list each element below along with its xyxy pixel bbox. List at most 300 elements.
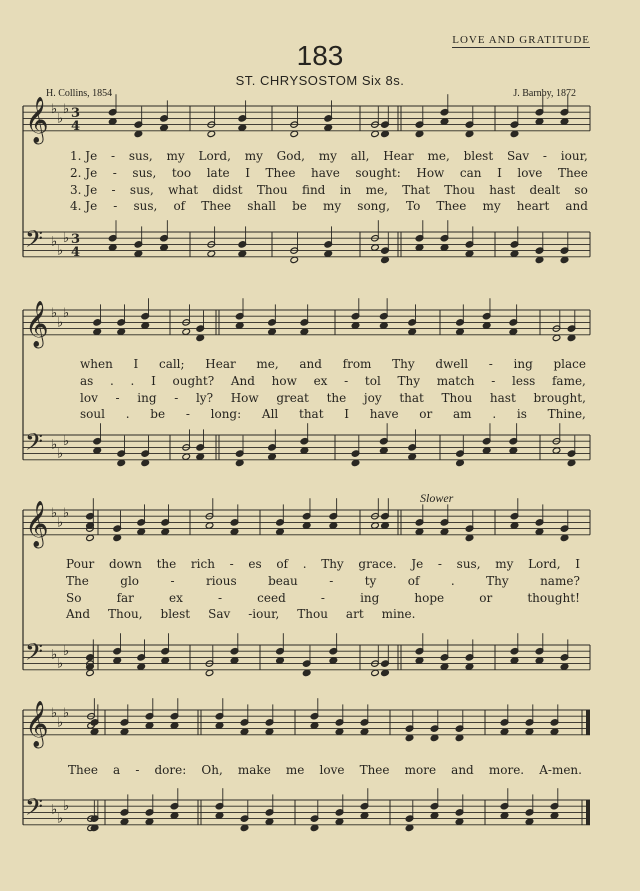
lyric-syllable: Je xyxy=(411,557,424,571)
lyric-syllable: make xyxy=(237,763,271,777)
lyric-syllable: love xyxy=(517,165,543,180)
note-head xyxy=(415,528,424,535)
lyric-syllable: dwell xyxy=(435,357,469,371)
note-head xyxy=(182,453,191,460)
lyric-syllable: 2. Je xyxy=(70,165,98,180)
lyric-syllable: . xyxy=(492,407,497,422)
note-head xyxy=(535,118,544,125)
flat-sign-icon: ♭ xyxy=(63,102,70,118)
lyric-syllable: Thy xyxy=(392,357,415,371)
note-head xyxy=(238,250,247,257)
lyric-syllable: have xyxy=(311,165,340,180)
lyric-syllable: -iour, xyxy=(248,607,280,622)
note-head xyxy=(170,812,179,819)
lyric-syllable: me, xyxy=(427,149,450,163)
note-head xyxy=(196,453,205,460)
note-head xyxy=(117,328,126,335)
note-head xyxy=(108,118,117,125)
flat-sign-icon: ♭ xyxy=(63,799,70,815)
lyric-syllable: Thou xyxy=(256,182,288,197)
lyric-syllable: ty xyxy=(364,573,377,588)
lyric-syllable: lov xyxy=(80,390,98,405)
lyric-syllable: hast xyxy=(489,182,516,197)
note-head xyxy=(510,657,519,664)
lyric-line xyxy=(68,763,582,777)
note-head xyxy=(535,528,544,535)
lyric-syllable: Thee xyxy=(359,763,390,777)
lyric-syllable: The xyxy=(66,573,89,588)
flat-sign-icon: ♭ xyxy=(63,706,70,722)
note-head xyxy=(430,734,439,741)
note-head xyxy=(170,722,179,729)
lyric-syllable: - xyxy=(229,557,234,571)
note-head xyxy=(113,534,122,541)
lyric-syllable: - xyxy=(185,407,190,422)
lyric-syllable: can xyxy=(459,165,482,180)
lyric-line xyxy=(66,557,580,571)
note-head xyxy=(207,250,216,257)
lyric-syllable: so xyxy=(574,182,588,197)
lyric-syllable: I xyxy=(245,165,250,180)
time-signature: 3 xyxy=(71,106,81,121)
lyric-syllable: . xyxy=(125,407,130,422)
lyric-syllable: my xyxy=(323,199,342,214)
note-head xyxy=(86,669,95,676)
note-head xyxy=(134,250,143,257)
lyric-syllable: dealt xyxy=(529,182,561,197)
lyric-syllable: glo xyxy=(120,573,140,588)
lyric-line xyxy=(66,574,580,588)
note-head xyxy=(182,328,191,335)
lyric-syllable: that xyxy=(399,390,424,405)
lyric-syllable: Sav xyxy=(506,149,530,163)
treble-clef-icon: 𝄞 xyxy=(25,301,49,347)
note-head xyxy=(371,244,380,251)
lyric-syllable: - xyxy=(542,149,547,163)
lyric-syllable: that xyxy=(299,407,324,422)
note-head xyxy=(145,818,154,825)
note-head xyxy=(310,824,319,831)
lyric-syllable: ought? xyxy=(172,373,215,388)
tune-name: ST. CHRYSOSTOM Six 8s. xyxy=(235,73,405,88)
lyric-line xyxy=(80,374,586,388)
lyric-syllable: my xyxy=(482,199,501,214)
lyric-syllable: Hear xyxy=(205,357,236,371)
lyric-syllable: thought! xyxy=(527,590,580,605)
lyric-syllable: when xyxy=(80,357,113,371)
lyric-syllable: my xyxy=(318,149,337,163)
lyric-syllable: late xyxy=(206,165,230,180)
lyric-syllable: How xyxy=(230,390,259,405)
note-head xyxy=(205,669,214,676)
note-head xyxy=(265,818,274,825)
note-head xyxy=(509,328,518,335)
note-head xyxy=(510,522,519,529)
note-head xyxy=(137,528,146,535)
note-head xyxy=(290,130,299,137)
lyric-syllable: - xyxy=(110,149,116,163)
note-head xyxy=(465,130,474,137)
lyric-line xyxy=(80,407,586,421)
bass-clef-icon: 𝄢 xyxy=(25,225,44,258)
lyric-syllable: down xyxy=(108,557,142,571)
lyric-syllable: my xyxy=(244,149,263,163)
lyric-syllable: . xyxy=(110,373,114,388)
lyric-syllable: from xyxy=(342,357,372,371)
lyric-syllable: call; xyxy=(158,357,185,371)
lyric-syllable: - xyxy=(135,763,140,777)
lyric-syllable: soul xyxy=(80,407,105,422)
note-head xyxy=(405,824,414,831)
lyric-syllable: - xyxy=(112,165,117,180)
lyric-syllable: A-men. xyxy=(539,763,582,777)
note-head xyxy=(455,818,464,825)
lyric-syllable: find xyxy=(301,182,326,197)
lyric-syllable: more xyxy=(404,763,437,777)
note-head xyxy=(205,522,214,529)
note-head xyxy=(440,244,449,251)
flat-sign-icon: ♭ xyxy=(57,811,64,827)
note-head xyxy=(137,663,146,670)
note-head xyxy=(509,447,518,454)
lyric-syllable: To xyxy=(406,199,421,214)
lyric-syllable: art xyxy=(345,607,364,622)
lyric-syllable: sus, xyxy=(133,199,158,214)
note-head xyxy=(108,244,117,251)
flat-sign-icon: ♭ xyxy=(51,802,58,818)
lyric-syllable: Hear xyxy=(383,149,414,163)
lyric-syllable: . xyxy=(302,557,307,571)
lyric-syllable: ing xyxy=(137,390,157,405)
note-head xyxy=(381,130,390,137)
note-head xyxy=(465,250,474,257)
note-head xyxy=(310,722,319,729)
note-head xyxy=(440,528,449,535)
lyric-syllable: and xyxy=(565,199,588,214)
flat-sign-icon: ♭ xyxy=(57,315,64,331)
lyric-syllable: of xyxy=(173,199,186,214)
lyric-syllable: sus, xyxy=(132,165,157,180)
flat-sign-icon: ♭ xyxy=(51,102,58,118)
lyric-syllable: ly? xyxy=(195,390,214,405)
flat-sign-icon: ♭ xyxy=(51,647,58,663)
lyric-syllable: God, xyxy=(276,149,305,163)
lyric-syllable: sus, xyxy=(129,182,154,197)
note-head xyxy=(567,334,576,341)
note-head xyxy=(141,459,150,466)
flat-sign-icon: ♭ xyxy=(57,111,64,127)
note-head xyxy=(550,728,559,735)
note-head xyxy=(560,534,569,541)
lyric-syllable: - xyxy=(437,557,442,571)
tempo-mark: Slower xyxy=(420,491,454,505)
note-head xyxy=(455,734,464,741)
note-head xyxy=(360,812,369,819)
note-head xyxy=(265,728,274,735)
lyric-syllable: of xyxy=(407,573,420,588)
note-head xyxy=(268,328,277,335)
note-head xyxy=(238,124,247,131)
lyric-syllable: me xyxy=(285,763,305,777)
lyric-syllable: sought: xyxy=(355,165,401,180)
lyric-syllable: the xyxy=(326,390,347,405)
treble-clef-icon: 𝄞 xyxy=(25,97,49,143)
note-head xyxy=(440,118,449,125)
note-head xyxy=(380,447,389,454)
lyric-syllable: as xyxy=(80,373,94,388)
lyric-syllable: brought, xyxy=(533,390,586,405)
lyric-syllable: - xyxy=(488,357,493,371)
lyric-syllable: all, xyxy=(350,149,370,163)
note-head xyxy=(560,663,569,670)
lyric-syllable: ex xyxy=(169,590,183,605)
lyric-syllable: is xyxy=(516,407,527,422)
lyric-line xyxy=(80,357,586,371)
note-head xyxy=(120,818,129,825)
lyric-syllable: I xyxy=(575,557,580,571)
note-head xyxy=(276,528,285,535)
flat-sign-icon: ♭ xyxy=(51,506,58,522)
note-head xyxy=(381,522,390,529)
note-head xyxy=(207,130,216,137)
lyric-syllable: rich xyxy=(190,557,215,571)
flat-sign-icon: ♭ xyxy=(63,434,70,450)
note-head xyxy=(268,453,277,460)
note-head xyxy=(525,818,534,825)
lyric-syllable: - xyxy=(174,390,179,405)
lyric-syllable: Sav xyxy=(208,607,231,622)
flat-sign-icon: ♭ xyxy=(51,706,58,722)
note-head xyxy=(405,734,414,741)
lyric-syllable: tol xyxy=(364,373,381,388)
lyric-syllable: blest xyxy=(463,149,494,163)
note-head xyxy=(93,447,102,454)
note-head xyxy=(456,459,465,466)
lyric-syllable: the xyxy=(156,557,177,571)
note-head xyxy=(276,657,285,664)
note-head xyxy=(141,322,150,329)
lyric-syllable: - xyxy=(344,373,349,388)
lyric-syllable: a xyxy=(113,763,121,777)
lyric-syllable: - xyxy=(218,590,223,605)
note-head xyxy=(324,250,333,257)
note-head xyxy=(117,459,126,466)
hymn-number: 183 xyxy=(296,40,344,71)
lyric-syllable: ing xyxy=(360,590,380,605)
lyric-syllable: Lord, xyxy=(198,149,231,163)
lyric-syllable: I xyxy=(133,357,139,371)
lyric-syllable: - xyxy=(115,390,120,405)
time-signature: 4 xyxy=(71,119,81,134)
note-head xyxy=(240,824,249,831)
note-head xyxy=(329,657,338,664)
note-head xyxy=(456,328,465,335)
composer-credit: J. Barnby, 1872 xyxy=(513,88,576,99)
lyric-syllable: what xyxy=(168,182,199,197)
note-head xyxy=(215,722,224,729)
bass-clef-icon: 𝄢 xyxy=(25,638,44,671)
note-head xyxy=(120,728,129,735)
lyric-syllable: Lord, xyxy=(528,557,561,571)
note-head xyxy=(482,322,491,329)
lyric-syllable: Thee xyxy=(557,165,588,180)
lyric-syllable: have xyxy=(369,407,399,422)
lyric-syllable: didst xyxy=(212,182,243,197)
lyric-syllable: love xyxy=(319,763,345,777)
lyric-syllable: hope xyxy=(414,590,445,605)
lyric-syllable: far xyxy=(116,590,134,605)
lyric-syllable: be xyxy=(292,199,307,214)
note-head xyxy=(381,256,390,263)
note-head xyxy=(567,459,576,466)
note-head xyxy=(351,322,360,329)
note-head xyxy=(510,250,519,257)
note-head xyxy=(552,447,561,454)
lyric-line xyxy=(70,199,588,213)
lyric-line xyxy=(70,183,588,197)
note-head xyxy=(415,130,424,137)
note-head xyxy=(408,328,417,335)
note-head xyxy=(290,256,299,263)
lyric-syllable: joy xyxy=(363,390,382,405)
lyric-syllable: Thee xyxy=(265,165,296,180)
note-head xyxy=(560,256,569,263)
lyric-syllable: my xyxy=(495,557,514,571)
note-head xyxy=(113,657,122,664)
note-head xyxy=(381,669,390,676)
lyric-syllable: I xyxy=(151,373,156,388)
lyric-syllable: - xyxy=(329,573,334,588)
note-head xyxy=(86,534,95,541)
lyric-syllable: of xyxy=(276,557,288,571)
bass-clef-icon: 𝄢 xyxy=(25,428,44,461)
lyric-syllable: That xyxy=(402,182,430,197)
lyric-syllable: Pour xyxy=(66,557,95,571)
note-head xyxy=(302,669,311,676)
flat-sign-icon: ♭ xyxy=(57,446,64,462)
lyric-syllable: Thou xyxy=(441,390,473,405)
note-head xyxy=(440,663,449,670)
note-head xyxy=(415,657,424,664)
lyric-syllable: fame, xyxy=(551,373,586,388)
note-head xyxy=(371,130,380,137)
flat-sign-icon: ♭ xyxy=(63,644,70,660)
lyric-syllable: ex xyxy=(313,373,328,388)
section-heading: LOVE AND GRATITUDE xyxy=(452,34,590,46)
lyric-syllable: place xyxy=(553,357,586,371)
lyric-syllable: blest xyxy=(160,607,191,622)
note-head xyxy=(161,657,170,664)
lyric-syllable: me, xyxy=(256,357,279,371)
note-head xyxy=(335,818,344,825)
lyric-line xyxy=(70,149,588,163)
note-head xyxy=(329,522,338,529)
lyric-syllable: beau xyxy=(268,573,298,588)
lyric-syllable: less xyxy=(512,373,536,388)
lyric-syllable: match xyxy=(436,373,475,388)
lyric-syllable: es xyxy=(248,557,262,571)
lyric-syllable: Oh, xyxy=(201,763,223,777)
flat-sign-icon: ♭ xyxy=(63,506,70,522)
lyric-syllable: And xyxy=(66,607,91,622)
final-bar-line xyxy=(586,710,590,735)
lyric-syllable: iour, xyxy=(560,149,588,163)
lyric-syllable: rious xyxy=(205,573,237,588)
lyric-syllable: Thou xyxy=(444,182,475,197)
flat-sign-icon: ♭ xyxy=(57,656,64,672)
lyric-syllable: . xyxy=(130,373,135,388)
note-head xyxy=(300,447,309,454)
lyric-syllable: All xyxy=(261,407,279,422)
lyric-syllable: in xyxy=(339,182,352,197)
lyric-line xyxy=(66,591,580,605)
lyric-syllable: hast xyxy=(489,390,516,405)
lyric-syllable: Thee xyxy=(201,199,232,214)
lyric-syllable: I xyxy=(344,407,350,422)
lyric-syllable: me, xyxy=(365,182,388,197)
lyric-syllable: - xyxy=(113,199,118,214)
note-head xyxy=(230,528,239,535)
lyric-syllable: Thou xyxy=(297,607,328,622)
lyric-syllable: - xyxy=(111,182,116,197)
flat-sign-icon: ♭ xyxy=(51,306,58,322)
lyric-syllable: or xyxy=(479,590,493,605)
note-head xyxy=(500,812,509,819)
lyric-syllable: my xyxy=(166,149,185,163)
lyric-syllable: or xyxy=(419,407,433,422)
lyric-syllable: mine. xyxy=(381,607,416,622)
flat-sign-icon: ♭ xyxy=(57,243,64,259)
note-head xyxy=(552,334,561,341)
flat-sign-icon: ♭ xyxy=(63,306,70,322)
note-head xyxy=(408,453,417,460)
lyric-line xyxy=(70,166,588,180)
note-head xyxy=(560,118,569,125)
lyric-syllable: Thee xyxy=(436,199,467,214)
lyric-syllable: grace. xyxy=(358,557,397,571)
note-head xyxy=(550,812,559,819)
treble-clef-icon: 𝄞 xyxy=(25,701,49,747)
note-head xyxy=(324,124,333,131)
treble-clef-icon: 𝄞 xyxy=(25,501,49,547)
lyric-syllable: 3. Je xyxy=(70,182,98,197)
lyric-syllable: - xyxy=(170,573,175,588)
lyric-syllable: ing xyxy=(513,357,533,371)
note-head xyxy=(482,447,491,454)
lyric-syllable: great xyxy=(276,390,309,405)
note-head xyxy=(302,522,311,529)
lyric-syllable: And xyxy=(230,373,255,388)
lyric-syllable: Thine, xyxy=(547,407,586,422)
note-head xyxy=(160,124,169,131)
note-head xyxy=(525,728,534,735)
note-head xyxy=(351,459,360,466)
lyric-syllable: heart xyxy=(516,199,550,214)
note-head xyxy=(380,322,389,329)
lyric-syllable: Thou, xyxy=(108,607,143,622)
note-head xyxy=(90,728,99,735)
note-head xyxy=(134,130,143,137)
lyric-syllable: dore: xyxy=(154,763,187,777)
lyric-syllable: Thy xyxy=(486,573,509,588)
lyric-syllable: - xyxy=(320,590,325,605)
lyric-line xyxy=(80,391,586,405)
flat-sign-icon: ♭ xyxy=(57,715,64,731)
lyric-syllable: ceed xyxy=(257,590,286,605)
note-head xyxy=(430,812,439,819)
note-head xyxy=(235,459,244,466)
final-bar-line xyxy=(586,800,590,825)
